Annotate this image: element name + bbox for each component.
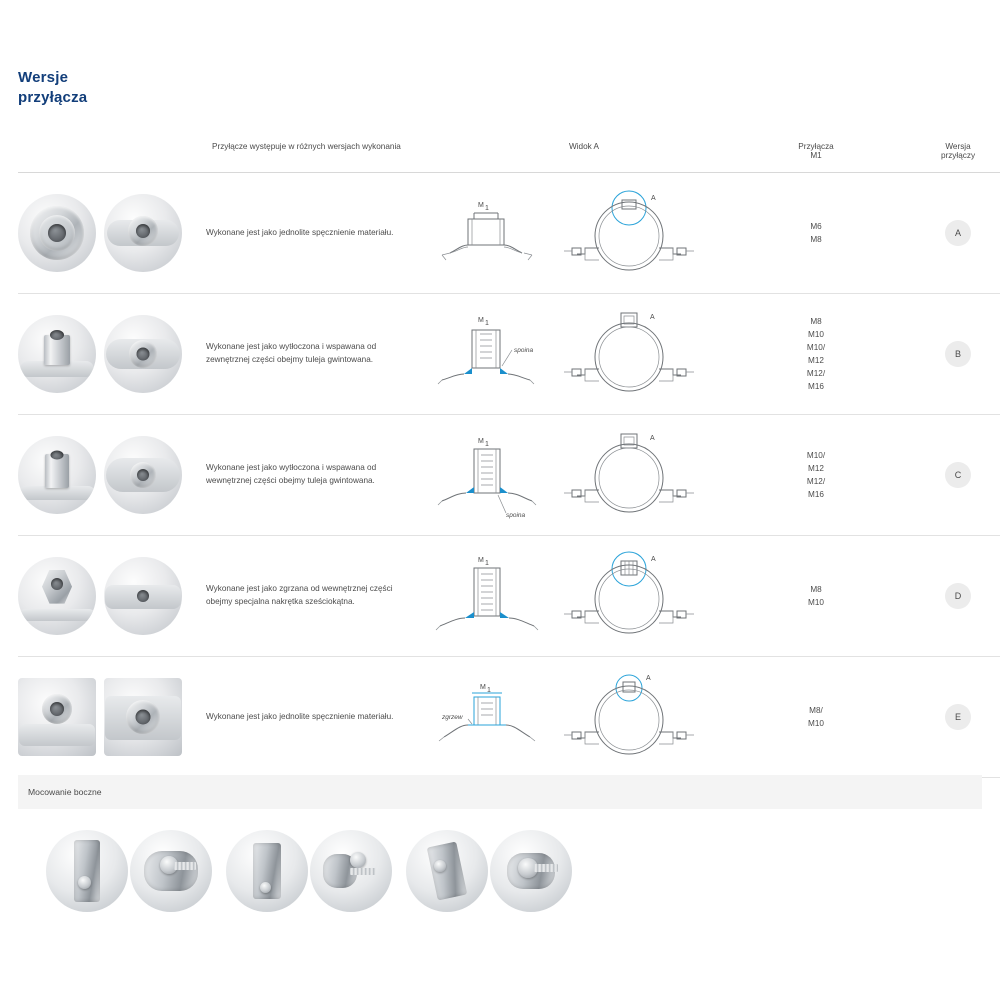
row-c-clamp-drawing (554, 420, 704, 530)
row-e-version-badge: E (945, 704, 971, 730)
row-b-version-badge: B (945, 341, 971, 367)
section-header-label: Mocowanie boczne (28, 787, 102, 797)
row-a-m1: M6 M8 (810, 221, 822, 244)
row-a-version-badge: A (945, 220, 971, 246)
svg-text:1: 1 (485, 320, 489, 327)
header-description: Przyłącze występuje w różnych wersjach wykonania (206, 132, 428, 173)
versions-table (18, 132, 1000, 778)
row-c-view (428, 415, 740, 536)
row-d-photos (18, 536, 206, 657)
row-b-clamp-drawing (554, 299, 704, 409)
row-a-clamp-drawing (554, 178, 704, 288)
row-b-photos (18, 294, 206, 415)
page-title-line1: Wersje (18, 69, 69, 86)
row-e-weld-label: zgrzew (442, 714, 463, 721)
row-a-photos (18, 173, 206, 294)
row-e-description: Wykonane jest jako jednolite spęcznienie materiału. (206, 711, 394, 721)
photo-side-clamp-1b (130, 830, 212, 912)
page-title-line2: przyłącza (18, 89, 88, 107)
svg-text:M: M (478, 202, 484, 209)
row-c-version-cell (892, 415, 1000, 536)
row-a-description-cell (206, 173, 428, 294)
table-row (18, 415, 1000, 536)
header-m1 (740, 132, 892, 173)
row-c-photos (18, 415, 206, 536)
row-c-section-drawing (428, 425, 548, 525)
row-d-clamp-drawing (554, 541, 704, 651)
page-title (18, 68, 87, 109)
side-mount-photos (18, 822, 982, 932)
row-e-version-cell (892, 657, 1000, 778)
photo-thread-boss-top (18, 194, 96, 272)
side-mount-group-2 (226, 830, 392, 912)
row-a-description: Wykonane jest jako jednolite spęcznienie materiału. (206, 227, 394, 237)
row-e-section-drawing (428, 667, 548, 767)
photo-side-clamp-2a (226, 830, 308, 912)
row-c-m1: M10/ M12 M12/ M16 (806, 450, 826, 500)
photo-inner-sleeve-side (18, 436, 96, 514)
photo-side-clamp-3b (490, 830, 572, 912)
row-c-version-badge: C (945, 462, 971, 488)
row-b-weld-label: spoina (514, 347, 534, 354)
row-d-description: Wykonane jest jako zgrzana od wewnętrznej części obejmy specjalna nakrętka sześciokątna. (206, 584, 393, 606)
row-c-description-cell (206, 415, 428, 536)
row-d-description-cell (206, 536, 428, 657)
row-e-description-cell (206, 657, 428, 778)
svg-text:M: M (478, 557, 484, 564)
row-e-photos (18, 657, 206, 778)
header-version-line1: Wersja (945, 142, 971, 151)
svg-text:M: M (478, 317, 484, 324)
photo-side-clamp-1a (46, 830, 128, 912)
svg-text:M: M (478, 438, 484, 445)
row-a-section-drawing (428, 183, 548, 283)
svg-text:1: 1 (485, 560, 489, 567)
svg-text:1: 1 (487, 687, 491, 694)
header-images (18, 132, 206, 173)
row-c-m1-cell (740, 415, 892, 536)
row-d-label-a: A (651, 556, 656, 563)
photo-inner-sleeve-top (104, 436, 182, 514)
row-a-label-a: A (651, 195, 656, 202)
photo-welded-sleeve-side (18, 315, 96, 393)
row-a-view (428, 173, 740, 294)
table-row (18, 173, 1000, 294)
header-m1-line2: M1 (810, 151, 822, 160)
photo-boss-e-top (104, 678, 182, 756)
row-b-m1-cell (740, 294, 892, 415)
header-view: Widok A (428, 132, 740, 173)
photo-side-clamp-2b (310, 830, 392, 912)
row-c-label-a: A (650, 435, 655, 442)
row-b-label-a: A (650, 314, 655, 321)
row-d-view (428, 536, 740, 657)
svg-text:1: 1 (485, 205, 489, 212)
photo-thread-boss-angle (104, 194, 182, 272)
row-e-view (428, 657, 740, 778)
row-d-version-cell (892, 536, 1000, 657)
table-row (18, 294, 1000, 415)
row-a-m1-cell (740, 173, 892, 294)
row-e-label-a: A (646, 675, 651, 682)
row-b-m1: M8 M10 M10/ M12 M12/ M16 (806, 316, 826, 392)
table-row (18, 657, 1000, 778)
row-c-weld-label: spoina (506, 512, 526, 519)
header-version (892, 132, 1000, 173)
row-b-description-cell (206, 294, 428, 415)
row-a-version-cell (892, 173, 1000, 294)
photo-welded-sleeve-top (104, 315, 182, 393)
section-header-side-mount (18, 775, 982, 809)
row-d-version-badge: D (945, 583, 971, 609)
table-header-row (18, 132, 1000, 173)
row-d-m1: M8 M10 (808, 584, 824, 607)
side-mount-group-1 (46, 830, 212, 912)
photo-hex-nut-plate (104, 557, 182, 635)
row-e-m1: M8/ M10 (808, 705, 824, 728)
row-b-view (428, 294, 740, 415)
row-c-description: Wykonane jest jako wytłoczona i wspawana od wewnętrznej części obejmy tuleja gwintowana. (206, 463, 377, 485)
row-d-m1-cell (740, 536, 892, 657)
photo-side-clamp-3a (406, 830, 488, 912)
header-m1-line1: Przyłącza (798, 142, 834, 151)
photo-hex-nut-side (18, 557, 96, 635)
photo-boss-e-side (18, 678, 96, 756)
svg-text:1: 1 (485, 441, 489, 448)
row-b-version-cell (892, 294, 1000, 415)
svg-text:M: M (480, 684, 486, 691)
row-e-m1-cell (740, 657, 892, 778)
row-d-section-drawing (428, 546, 548, 646)
header-version-line2: przyłączy (940, 151, 976, 160)
row-b-description: Wykonane jest jako wytłoczona i wspawana od zewnętrznej części obejmy tuleja gwintowana. (206, 342, 377, 364)
side-mount-group-3 (406, 830, 572, 912)
table-row (18, 536, 1000, 657)
row-b-section-drawing (428, 304, 548, 404)
row-e-clamp-drawing (554, 662, 704, 772)
